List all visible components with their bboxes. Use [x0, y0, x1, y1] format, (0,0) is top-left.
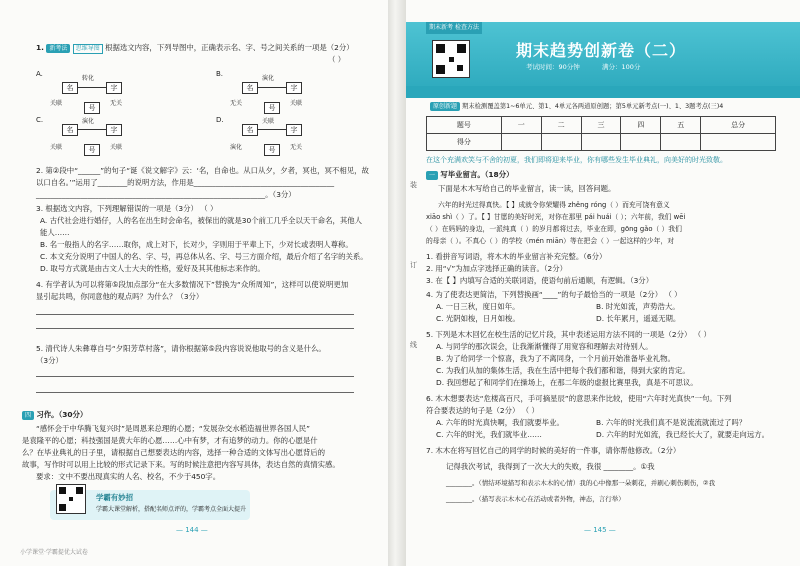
footer-text: 小学课堂·学霸提优大试卷 — [20, 549, 88, 556]
score-cell[interactable] — [541, 134, 581, 151]
section-header — [426, 170, 513, 180]
score-cell[interactable] — [501, 134, 541, 151]
question-7-line-2: 记得我次考试，我得到了一次大大的失败，我很 ________。①我 — [446, 462, 655, 471]
question-2: 2. 用“√”为加点字选择正确的读音。（2分） — [426, 264, 568, 273]
answer-paren: （ ） — [328, 55, 346, 64]
binding-mark: 订 — [410, 261, 417, 269]
score-cell[interactable] — [581, 134, 621, 151]
score-header: 四 — [621, 117, 661, 134]
score-cell[interactable] — [661, 134, 701, 151]
box-zi: 字 — [106, 82, 122, 94]
question-4-option-d: D. 长年累月，遥遥无期。 — [596, 314, 681, 323]
question-3-option-a-cont: 能人…… — [40, 228, 70, 237]
section-number: 一 — [426, 171, 438, 180]
question-7-stem: 7. 木木在将写回忆自己的同学的时候的美好的一件事，请你帮他修改。（2分） — [426, 446, 681, 455]
page-number: — 145 — — [584, 526, 616, 534]
passage-line-4: 的母亲（ ）。不真心（ ）的学校（mén miān）等在把会（ ）一起这样的少年，对 — [426, 237, 675, 245]
question-7-line-4: ________。（描写表示木木心在活动或者外物，神态，言行举） — [446, 495, 625, 503]
score-header: 二 — [541, 117, 581, 134]
box-ming: 名 — [62, 82, 78, 94]
box-zi: 字 — [286, 124, 302, 136]
question-4-option-c: C. 光阴如梭，日月如梭。 — [436, 314, 520, 323]
question-5-option-c: C. 为我们从加的集体生活，我在生活中把每个我们都和谐，得到大家的肯定。 — [436, 366, 690, 375]
question-number: 1. — [36, 43, 44, 52]
question-2-line-3: ______________________________________________________________。（3分） — [36, 190, 296, 199]
essay-requirement: 要求：文中不要出现真实的人名、校名，不少于450字。 — [36, 472, 221, 481]
box-hao: 号 — [84, 144, 100, 156]
question-6-option-b: B. 六年的时光我们真不是说流流就流过了吗？ — [596, 418, 747, 427]
essay-line-2: 是袁隆平的心愿；科技强国是黄大年的心愿……心中有梦，才有追梦的动力。你的心愿是什 — [22, 436, 318, 445]
answer-line[interactable] — [36, 314, 354, 315]
box-zi: 字 — [286, 82, 302, 94]
question-4-option-a: A. 一日三秋，度日如年。 — [436, 302, 520, 311]
option-a-label: A. — [36, 70, 43, 78]
score-cell[interactable] — [701, 134, 776, 151]
answer-line[interactable] — [36, 328, 354, 329]
question-5-line-1: 5. 清代诗人朱彝尊自号“夕阳芳草村落”，请你根据第⑤段内容说说他取号的含义是什么。 — [36, 344, 326, 353]
right-page — [406, 0, 800, 566]
option-c-label: C. — [36, 116, 44, 124]
question-5-option-d: D. 我回想起了和同学们在操场上，在那二年级的虚报比赛里我，真是不可思议。 — [436, 378, 698, 387]
edge-label: 演化 — [82, 118, 95, 125]
box-hao: 号 — [264, 102, 280, 114]
question-2-line-2: 以口自名。’”运用了________的说明方法，作用是______________________________________ — [36, 178, 335, 187]
exam-title: 期末趋势创新卷（二） — [516, 41, 687, 60]
question-4-option-b: B. 时光如流，声势浩大。 — [596, 302, 680, 311]
score-header: 三 — [581, 117, 621, 134]
passage-line-3: （ ）在妈妈的身边，一派纯真（ ）的岁月都将过去，毕业在即，gōng gǎo（ ）我们 — [426, 225, 682, 233]
section-title: 写毕业留言。（18分） — [440, 170, 514, 179]
question-3-option-a: A. 古代社会进行婚仔，人的名在出生时会命名，被保出的就是30个前工几乎全以天干命名，其他人 — [40, 216, 363, 225]
box-ming: 名 — [242, 124, 258, 136]
edge-label: 关联 — [50, 144, 63, 151]
edge-label: 无关 — [290, 144, 303, 151]
edge-label: 演化 — [230, 144, 243, 151]
mindmap-tag: 思维导图 — [73, 44, 103, 54]
banner-wave — [406, 86, 800, 98]
question-4-line-1: 4. 有学者认为可以将第⑤段加点部分“在大多数情况下”替换为“众所周知”，这样可以使说明更加 — [36, 280, 349, 289]
box-ming: 名 — [242, 82, 258, 94]
question-3-option-d: D. 取号方式就是由古文人士大夫的性格，爱好及其其他标志来作的。 — [40, 264, 265, 273]
option-d-label: D. — [216, 116, 224, 124]
mindmap-options — [36, 68, 356, 158]
origin-text: 期末检测覆盖第1~6单元、第1、4单元各两道原创题；第5单元新考点(一)、1、3题考点(三)4 — [462, 103, 724, 110]
question-3: 3. 在【 】内填写合适的关联词语，使语句前后通顺，有逻辑。（3分） — [426, 276, 654, 285]
option-b-label: B. — [216, 70, 224, 78]
edge-label: 无关 — [110, 100, 123, 107]
answer-line[interactable] — [36, 376, 354, 377]
book-gutter — [388, 0, 406, 566]
edge-label: 转化 — [82, 75, 95, 82]
question-5-option-b: B. 为了给同学一个惊喜，我为了不离同身，一个月前开始准备毕业礼物。 — [436, 354, 675, 363]
essay-line-3: 么？在毕业典礼的日子里，请根据自己想要表达的内容，选择一种合适的文体写出心愿背后的 — [22, 448, 326, 457]
essay-line-1: “感怀会于中华腾飞复兴时”是周恩来总理的心愿；“发展杂交水稻造福世界各国人民” — [36, 424, 310, 433]
score-header: 五 — [661, 117, 701, 134]
origin-tag: 原创新题 — [430, 102, 460, 111]
exam-time: 考试时间：90分钟 — [526, 63, 580, 71]
origin-note — [430, 102, 723, 112]
edge-label: 无关 — [230, 100, 243, 107]
question-1: 1. 看拼音写词语，将木木的毕业留言补充完整。（6分） — [426, 252, 607, 261]
binding-mark: 装 — [410, 181, 417, 189]
binding-mark: 线 — [410, 341, 417, 349]
question-7-line-3: ________。（情结环境描写和表示木木的心情）我的心中像那一朵刺花，并刷心刺伤刺伤，②我 — [446, 479, 716, 487]
page-number: — 144 — — [176, 526, 208, 534]
passage-line-1: 六年的时光过得真快。【 】成就令你荣耀得 zhěng róng（ ）而充可饶有意义 — [438, 201, 670, 209]
score-header: 总分 — [701, 117, 776, 134]
box-hao: 号 — [264, 144, 280, 156]
question-5-line-2: （3分） — [36, 356, 63, 365]
qr-code-icon — [56, 484, 86, 514]
question-3-stem: 3. 根据选文内容，下列理解错误的一项是（3分） （ ） — [36, 204, 218, 213]
edge-label: 关联 — [110, 144, 123, 151]
essay-line-4: 故事，写作时可以用上比较的形式记录下来。写的时候注意把内容写具体，表达自然的真情实感。 — [22, 460, 340, 469]
qr-code-icon — [432, 40, 470, 78]
question-3-option-c: C. 本文充分说明了中国人的名、字、号，再总体从名、字、号三方面介绍，最后介绍了名字的关系。 — [40, 252, 368, 261]
edge-label: 关联 — [50, 100, 63, 107]
question-3-option-b: B. 名一般指人的名字……取你，成上对下，长对少，字则用于平辈上下，少对长或表明人尊称。 — [40, 240, 353, 249]
new-format-tag: 新考法 — [46, 44, 70, 53]
score-header: 题号 — [427, 117, 502, 134]
question-text: 根据选文内容，下列导图中，正确表示名、字、号之间关系的一项是（2分） — [105, 43, 354, 52]
left-page — [0, 0, 388, 566]
question-6-line-1: 6. 木木想要表达“危楼高百尺，手可摘星辰”的意思来作比较，使用“六年时光真快”一句。下列 — [426, 394, 732, 403]
header-tag: 期末新考 检查方法 — [426, 22, 482, 34]
section-intro: 下面是木木写给自己的毕业留言，读一读，回答问题。 — [438, 184, 616, 193]
score-table — [426, 116, 776, 151]
score-cell[interactable] — [621, 134, 661, 151]
box-zi: 字 — [106, 124, 122, 136]
box-ming: 名 — [62, 124, 78, 136]
score-row-label: 得分 — [427, 134, 502, 151]
question-6-line-2: 符合要表达的句子是（2分） （ ） — [426, 406, 539, 415]
question-6-option-a: A. 六年的时光真快啊，我们就要毕业。 — [436, 418, 564, 427]
edge-label: 关联 — [262, 118, 275, 125]
question-1 — [36, 43, 354, 54]
question-5-stem: 5. 下列是木木回忆在校生活的记忆片段，其中表述运用方法不同的一项是（2分） （ ） — [426, 330, 711, 339]
helper-text: 学霸大课堂解析，搭配名师点评的，学霸考点全面大提升 — [96, 506, 247, 513]
question-2-line-1: 2. 第②段中“______”的句子“诞《说文解字》云：‘名，自命也。从口从夕，夕者，冥也，冥不相见，故 — [36, 166, 369, 175]
question-6-option-d: D. 六年的时光如流，我已经长大了，就要走向远方。 — [596, 430, 769, 439]
intro-text: 在这个充满欢笑与不舍的初夏，我们即将迎来毕业，你有哪些发生毕业典礼，向美好的时光致敬。 — [426, 156, 727, 164]
section-header — [22, 410, 87, 420]
question-4-line-2: 显引起共鸣，你同意他的观点吗？为什么？（3分） — [36, 292, 204, 301]
question-5-option-a: A. 与同学的那次误会，让我渐渐懂得了用宽容和理解去对待别人。 — [436, 342, 653, 351]
question-4-stem: 4. 为了使表达更简洁，下列替换画“____”的句子最恰当的一项是（2分） （ ） — [426, 290, 682, 299]
edge-label: 关联 — [290, 100, 303, 107]
exam-score: 满分：100分 — [602, 63, 641, 71]
section-title: 习作。（30分） — [36, 410, 88, 419]
score-header: 一 — [501, 117, 541, 134]
answer-line[interactable] — [36, 392, 354, 393]
helper-title: 学霸有妙招 — [96, 493, 133, 502]
helper-box — [50, 490, 250, 520]
passage-line-2: xiāo shì（ ）了。【 】甘愿的美好时光，对你在那里 pái huái（ ）；六年前，我们 wēi — [426, 213, 686, 221]
question-6-option-c: C. 六年的时光，我们就毕业…… — [436, 430, 542, 439]
edge-label: 演化 — [262, 75, 275, 82]
box-hao: 号 — [84, 102, 100, 114]
section-number: 四 — [22, 411, 34, 420]
